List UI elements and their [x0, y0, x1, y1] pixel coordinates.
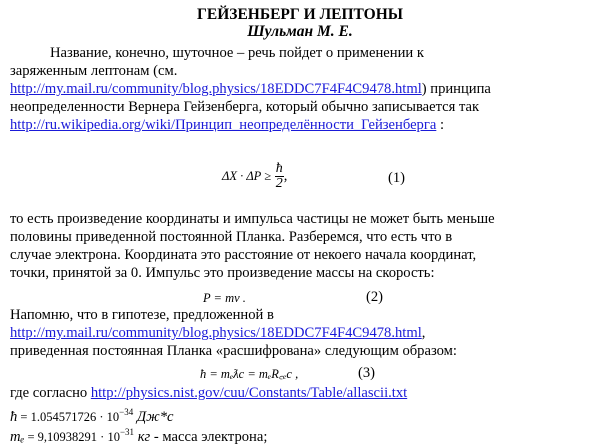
blog-link[interactable]: http://my.mail.ru/community/blog.physics/18EDDC7F4F4C9478.html — [10, 81, 422, 97]
text-span: , — [421, 325, 426, 341]
paragraph-line — [10, 117, 444, 134]
equation-2: P = mv . — [203, 291, 246, 305]
equation-number: (2) — [366, 289, 384, 305]
equation-lhs: ΔX · ΔP ≥ — [222, 168, 272, 183]
paragraph-line: то есть произведение координаты и импульса частицы не может быть меньше — [10, 211, 495, 227]
paragraph-line: приведенная постоянная Планка «расшифрована» следующим образом: — [10, 343, 457, 359]
fraction-numerator: ħ — [275, 161, 283, 176]
text-span: где согласно — [10, 385, 91, 401]
paragraph-line: заряженным лептонам (см. — [10, 63, 178, 79]
paragraph-line: случае электрона. Координата это расстояние от некоего начала координат, — [10, 247, 477, 263]
me-exponent: −31 — [119, 427, 135, 437]
equation-3: ħ = mₑƛc = mₑR꜀ₑc , — [200, 367, 299, 381]
equation-comma: , — [283, 167, 288, 184]
text-span: : — [436, 117, 445, 133]
hbar-value: = 1.054571726 · 10 — [17, 409, 120, 424]
document-author: Шульман М. Е. — [247, 23, 353, 40]
equation-number: (3) — [358, 365, 376, 381]
hbar-symbol: ħ — [10, 408, 18, 425]
constant-hbar — [10, 404, 174, 426]
me-description: - масса электрона; — [150, 428, 268, 445]
nist-link[interactable]: http://physics.nist.gov/cuu/Constants/Table/allascii.txt — [90, 385, 408, 401]
equation-1 — [222, 162, 287, 191]
me-symbol: mₑ — [10, 428, 25, 445]
paragraph-line: Название, конечно, шуточное – речь пойдет о применении к — [50, 45, 424, 61]
fraction-denominator: 2 — [275, 176, 283, 191]
paragraph-line — [10, 81, 491, 98]
me-unit: кг — [134, 428, 151, 445]
fraction — [275, 162, 284, 191]
wikipedia-link[interactable]: http://ru.wikipedia.org/wiki/Принцип_неопределённости_Гейзенберга — [10, 117, 437, 133]
paragraph-line — [10, 385, 407, 402]
me-value: = 9,10938291 · 10 — [24, 429, 120, 444]
paragraph-line — [10, 325, 425, 342]
paragraph-line: точки, принятой за 0. Импульс это произведение массы на скорость: — [10, 265, 435, 281]
equation-number: (1) — [388, 170, 406, 186]
blog-link[interactable]: http://my.mail.ru/community/blog.physics/18EDDC7F4F4C9478.html — [10, 325, 422, 341]
paragraph-line: Напомню, что в гипотезе, предложенной в — [10, 307, 274, 323]
hbar-unit: Дж*с — [133, 408, 174, 425]
document-title: ГЕЙЗЕНБЕРГ И ЛЕПТОНЫ — [197, 6, 403, 23]
hbar-exponent: −34 — [119, 407, 134, 417]
paragraph-line: неопределенности Вернера Гейзенберга, который обычно записывается так — [10, 99, 480, 115]
paragraph-line: половины приведенной постоянной Планка. Разберемся, что есть что в — [10, 229, 453, 245]
text-span: ) принципа — [421, 81, 491, 97]
